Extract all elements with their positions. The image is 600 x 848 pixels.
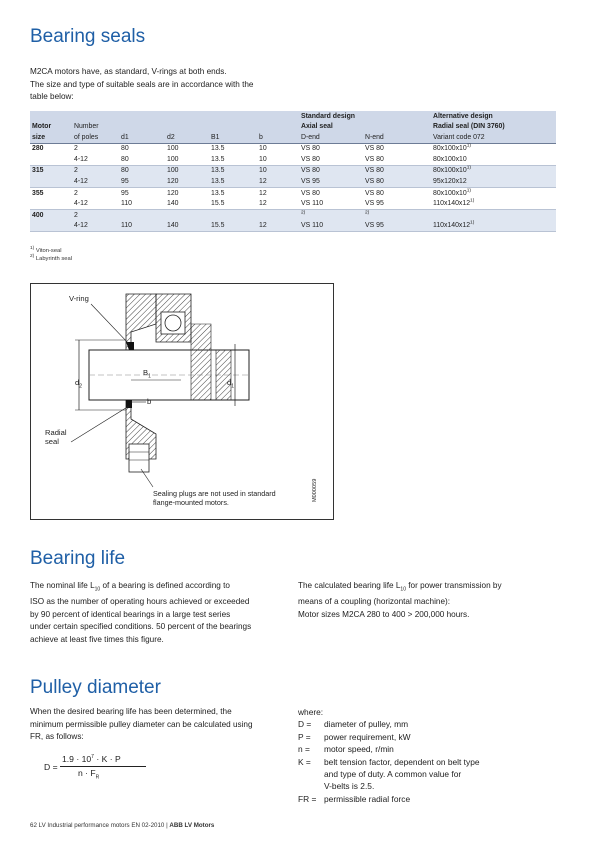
cell-poles: 2 [74,189,78,197]
header-d2: d2 [165,132,209,143]
pulley-line: FR, as follows: [30,732,84,741]
where-definition: motor speed, r/min [324,744,394,755]
where-item [298,731,544,743]
footnote-2: $^{2)}$ Labyrinth seal [30,254,72,262]
cell-d1: 80 [121,167,129,175]
cell-b1: 13.5 [211,167,225,175]
cell-d1: 80 [121,145,129,153]
cell-size: 280 [32,145,44,153]
sealing-plug-note: Sealing plugs are not used in standard flange-mounted motors. [153,489,276,507]
header-axial-seal: Axial seal [301,123,333,131]
cell-d2: 100 [165,154,209,165]
b-label: b [147,397,152,406]
cell-b: 12 [257,176,299,187]
cell-radial: 80x100x10$^{1)}$ [433,166,471,175]
cell-d2: 140 [165,198,209,209]
cell-b1: 13.5 [209,154,257,165]
bearing-seals-title: Bearing seals [30,26,146,47]
cell-b [257,210,299,221]
bearing-life-line1: The nominal life $L_{10}$ of a bearing is defined according to [30,581,230,593]
header-b: b [257,132,299,143]
cell-b: 10 [259,145,267,153]
where-symbol: P = [298,731,311,742]
cell-b1: 13.5 [211,189,225,197]
cell-dend: VS 80 [301,167,320,175]
where-item [298,768,544,780]
cell-size: 400 [32,211,44,219]
cell-b: 12 [257,198,299,209]
where-item [298,780,544,792]
cell-d1: 110 [119,198,165,209]
cell-size: 315 [32,167,44,175]
cell-b: 10 [257,154,299,165]
cell-d2: 140 [165,221,209,232]
cell-dend: 2) [301,210,306,216]
cell-poles: 2 [74,211,78,219]
where-definition: and type of duty. A common value for [324,769,462,780]
cell-dend: VS 95 [299,176,363,187]
intro-line: M2CA motors have, as standard, V-rings at both ends. [30,67,227,76]
cell-d2 [165,210,209,221]
cell-poles: 2 [74,167,78,175]
footnote-1: $^{1)}$ Viton-seal [30,246,62,254]
cell-nend: VS 80 [363,154,431,165]
cell-radial: 80x100x10 [431,154,556,165]
cell-b1: 13.5 [209,176,257,187]
where-symbol [298,780,324,792]
cell-size [30,154,72,165]
where-item [298,743,544,755]
cell-b: 10 [259,167,267,175]
cell-poles: 4-12 [72,221,119,232]
pulley-diameter-title: Pulley diameter [30,677,161,698]
bearing-life-left [30,580,292,646]
cell-d1: 95 [121,189,129,197]
cell-poles: 4-12 [72,154,119,165]
header-standard-design: Standard design [301,112,355,120]
where-title: where: [298,707,324,717]
bearing-life-right-line: means of a coupling (horizontal machine): [298,597,451,607]
where-definition: diameter of pulley, mm [324,719,409,730]
cell-size: 355 [32,189,44,197]
bearing-life-line: achieve at least five times this figure. [30,634,164,644]
cell-size [30,198,72,209]
cell-nend: 2) [365,210,370,216]
radial-seal-label: Radial seal [45,428,67,446]
cell-radial: 80x100x10$^{1)}$ [433,144,471,153]
where-symbol [298,768,324,780]
where-item [298,756,544,768]
cell-nend: VS 80 [365,167,384,175]
bearing-life-right [298,580,560,621]
cell-d2: 120 [165,176,209,187]
where-symbol: K = [298,756,311,767]
header-size: size [30,132,72,143]
table-row [30,176,556,187]
where-symbol: FR = [298,793,317,804]
bearing-seals-intro [30,66,300,104]
cell-poles: 2 [74,145,78,153]
cell-dend: VS 80 [301,189,320,197]
where-definition: belt tension factor, dependent on belt type [324,756,480,767]
cell-dend: VS 80 [299,154,363,165]
bearing-life-right-line: Motor sizes M2CA 280 to 400 > 200,000 hours. [298,609,470,619]
pulley-diameter-left [30,706,292,744]
table-row [30,221,556,232]
formula-bar [60,766,146,767]
header-alternative-design: Alternative design [433,112,493,120]
cell-d2: 100 [167,167,179,175]
header-d1: d1 [119,132,165,143]
b1-label: $B_1$ [143,368,151,380]
cell-d1: 80 [119,154,165,165]
intro-line: table below: [30,92,74,101]
d2-label: $d_2$ [75,378,83,390]
table-row [30,165,556,176]
header-d-end: D-end [299,132,363,143]
cell-radial: 95x120x12 [431,176,556,187]
page-footer: 62 LV Industrial performance motors EN 02-2010 | ABB LV Motors [30,822,215,829]
header-n-end: N-end [363,132,431,143]
table-body [30,143,556,232]
seal-drawing [31,284,333,519]
table-row [30,154,556,165]
bearing-seals-table [30,111,556,232]
cell-b: 12 [257,221,299,232]
header-of-poles: of poles [72,132,119,143]
header-radial-seal: Radial seal (DIN 3760) [433,123,505,131]
cell-d1: 110 [119,221,165,232]
pulley-line: minimum permissible pulley diameter can be calculated using [30,719,253,729]
bearing-life-line: ISO as the number of operating hours achieved or exceeded [30,597,250,607]
cell-dend: VS 110 [299,221,363,232]
bearing-life-line: by 90 percent of identical bearings in a large test series [30,609,231,619]
cell-d2: 120 [167,189,179,197]
where-list [298,706,544,805]
cell-poles: 4-12 [72,198,119,209]
figure-code: M000059 [312,478,318,502]
cell-b1 [209,210,257,221]
cell-size [30,176,72,187]
table-row [30,143,556,154]
header-motor: Motor [32,123,52,131]
cell-d1: 95 [119,176,165,187]
cell-radial [431,210,556,221]
where-definition: permissible radial force [324,793,411,804]
v-ring-label: V-ring [69,294,89,303]
cell-radial: 110x140x12$^{1)}$ [431,221,556,232]
cell-nend: VS 95 [363,221,431,232]
d1-label: $d_1$ [227,378,235,390]
where-definition: V-belts is 2.5. [324,781,375,792]
cell-radial: 80x100x10$^{1)}$ [433,188,471,197]
cell-b1: 15.5 [209,198,257,209]
where-symbol: D = [298,719,312,730]
cell-b1: 15.5 [209,221,257,232]
where-item [298,718,544,730]
cell-size [30,221,72,232]
bearing-life-title: Bearing life [30,548,126,569]
where-symbol: n = [298,744,310,755]
cell-nend: VS 80 [365,189,384,197]
header-b1: B1 [209,132,257,143]
cell-b1: 13.5 [211,145,225,153]
header-variant: Variant code 072 [431,132,556,143]
cell-poles: 4-12 [72,176,119,187]
cell-d1 [119,210,165,221]
cell-dend: VS 110 [299,198,363,209]
table-row [30,187,556,198]
pulley-line: When the desired bearing life has been determined, the [30,707,232,716]
cell-nend: VS 80 [365,145,384,153]
cell-radial: 110x140x12$^{1)}$ [431,198,556,209]
formula-numerator: $1.9 \cdot 10^7 \cdot K \cdot P$ [62,754,121,764]
cell-b: 12 [259,189,267,197]
where-item [298,793,544,805]
bearing-life-line: under certain specified conditions. 50 percent of the bearings [30,622,252,632]
table-row [30,210,556,221]
cell-nend: VS 80 [363,176,431,187]
seal-diagram [30,283,334,520]
where-definition: power requirement, kW [324,731,411,742]
cell-nend: VS 95 [363,198,431,209]
table-row [30,198,556,209]
bearing-life-right-line1: The calculated bearing life $L_{10}$ for power transmission by [298,581,502,593]
header-number: Number [74,123,99,131]
cell-d2: 100 [167,145,179,153]
cell-dend: VS 80 [301,145,320,153]
intro-line: The size and type of suitable seals are in accordance with the [30,79,254,89]
formula-denominator: $n \cdot F_R$ [78,768,100,781]
formula-lhs: D = [44,762,58,772]
